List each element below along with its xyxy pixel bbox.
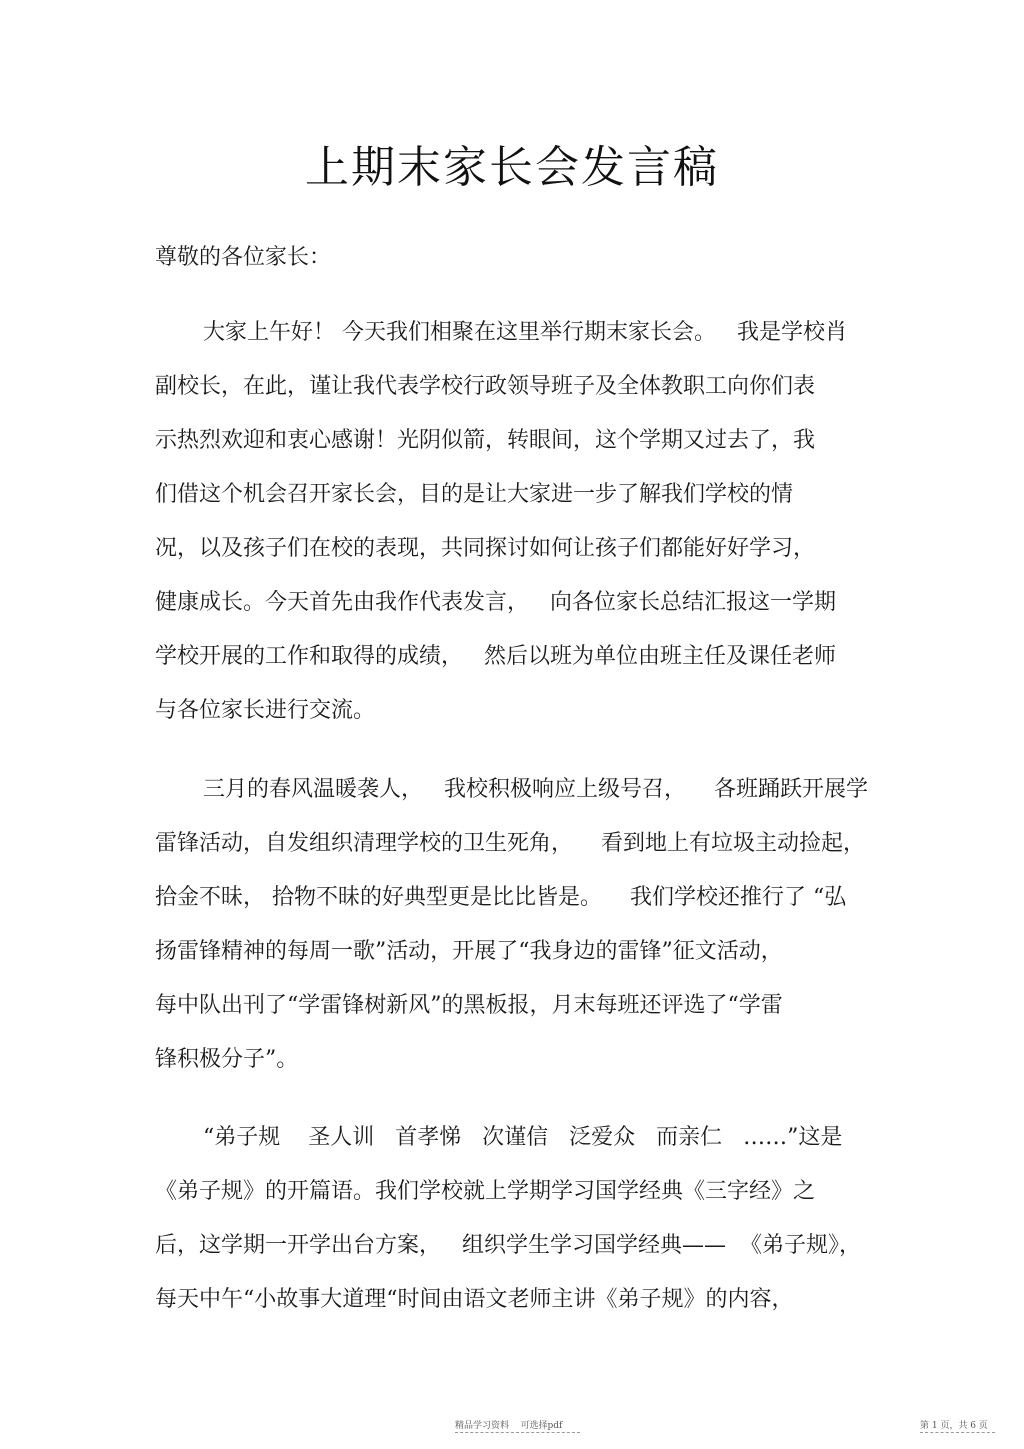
paragraph-line: 学校开展的工作和取得的成绩， 然后以班为单位由班主任及课任老师: [155, 644, 836, 669]
document-title: 上期末家长会发言稿: [305, 142, 719, 193]
paragraph-line: 扬雷锋精神的每周一歌”活动，开展了“我身边的雷锋”征文活动，: [155, 939, 783, 964]
paragraph-line: 们借这个机会召开家长会，目的是让大家进一步了解我们学校的情: [155, 482, 794, 507]
footer-left-text: 精品学习资料 可选择pdf: [455, 1421, 563, 1431]
paragraph-line: 拾金不昧， 拾物不昧的好典型更是比比皆是。 我们学校还推行了 “弘: [155, 885, 847, 910]
paragraph-1: [155, 306, 875, 738]
paragraph-line: 雷锋活动，自发组织清理学校的卫生死角， 看到地上有垃圾主动捡起，: [155, 831, 865, 856]
paragraph-line: 三月的春风温暖袭人， 我校积极响应上级号召， 各班踊跃开展学: [203, 777, 868, 802]
paragraph-line: 示热烈欢迎和衷心感谢！光阴似箭，转眼间，这个学期又过去了，我: [155, 428, 816, 453]
paragraph-line: 后，这学期一开学出台方案， 组织学生学习国学经典—— 《弟子规》，: [155, 1233, 861, 1258]
paragraph-3: [155, 1111, 875, 1327]
footer-divider: [455, 1432, 580, 1433]
paragraph-line: 副校长，在此，谨让我代表学校行政领导班子及全体教职工向你们表: [155, 374, 816, 399]
paragraph-line: 况，以及孩子们在校的表现，共同探讨如何让孩子们都能好好学习，: [155, 536, 816, 561]
page-number: 第 1 页，共 6 页: [920, 1421, 988, 1431]
paragraph-line: 与各位家长进行交流。: [155, 698, 376, 723]
paragraph-line: 每中队出刊了“学雷锋树新风”的黑板报，月末每班还评选了“学雷: [155, 993, 783, 1018]
paragraph-line: 健康成长。今天首先由我作代表发言， 向各位家长总结汇报这一学期: [155, 590, 836, 615]
salutation: 尊敬的各位家长：: [155, 245, 332, 270]
paragraph-line: 每天中午“小故事大道理“时间由语文老师主讲《弟子规》的内容，: [155, 1287, 794, 1312]
paragraph-2: [155, 763, 875, 1087]
paragraph-line: 锋积极分子”。: [155, 1047, 299, 1072]
paragraph-line: 《弟子规》的开篇语。我们学校就上学期学习国学经典《三字经》之: [155, 1179, 816, 1204]
paragraph-line: “弟子规 圣人训 首孝悌 次谨信 泛爱众 而亲仁 ……”这是: [203, 1125, 843, 1150]
footer-divider: [920, 1432, 995, 1433]
paragraph-line: 大家上午好！ 今天我们相聚在这里举行期末家长会。 我是学校肖: [203, 320, 847, 345]
